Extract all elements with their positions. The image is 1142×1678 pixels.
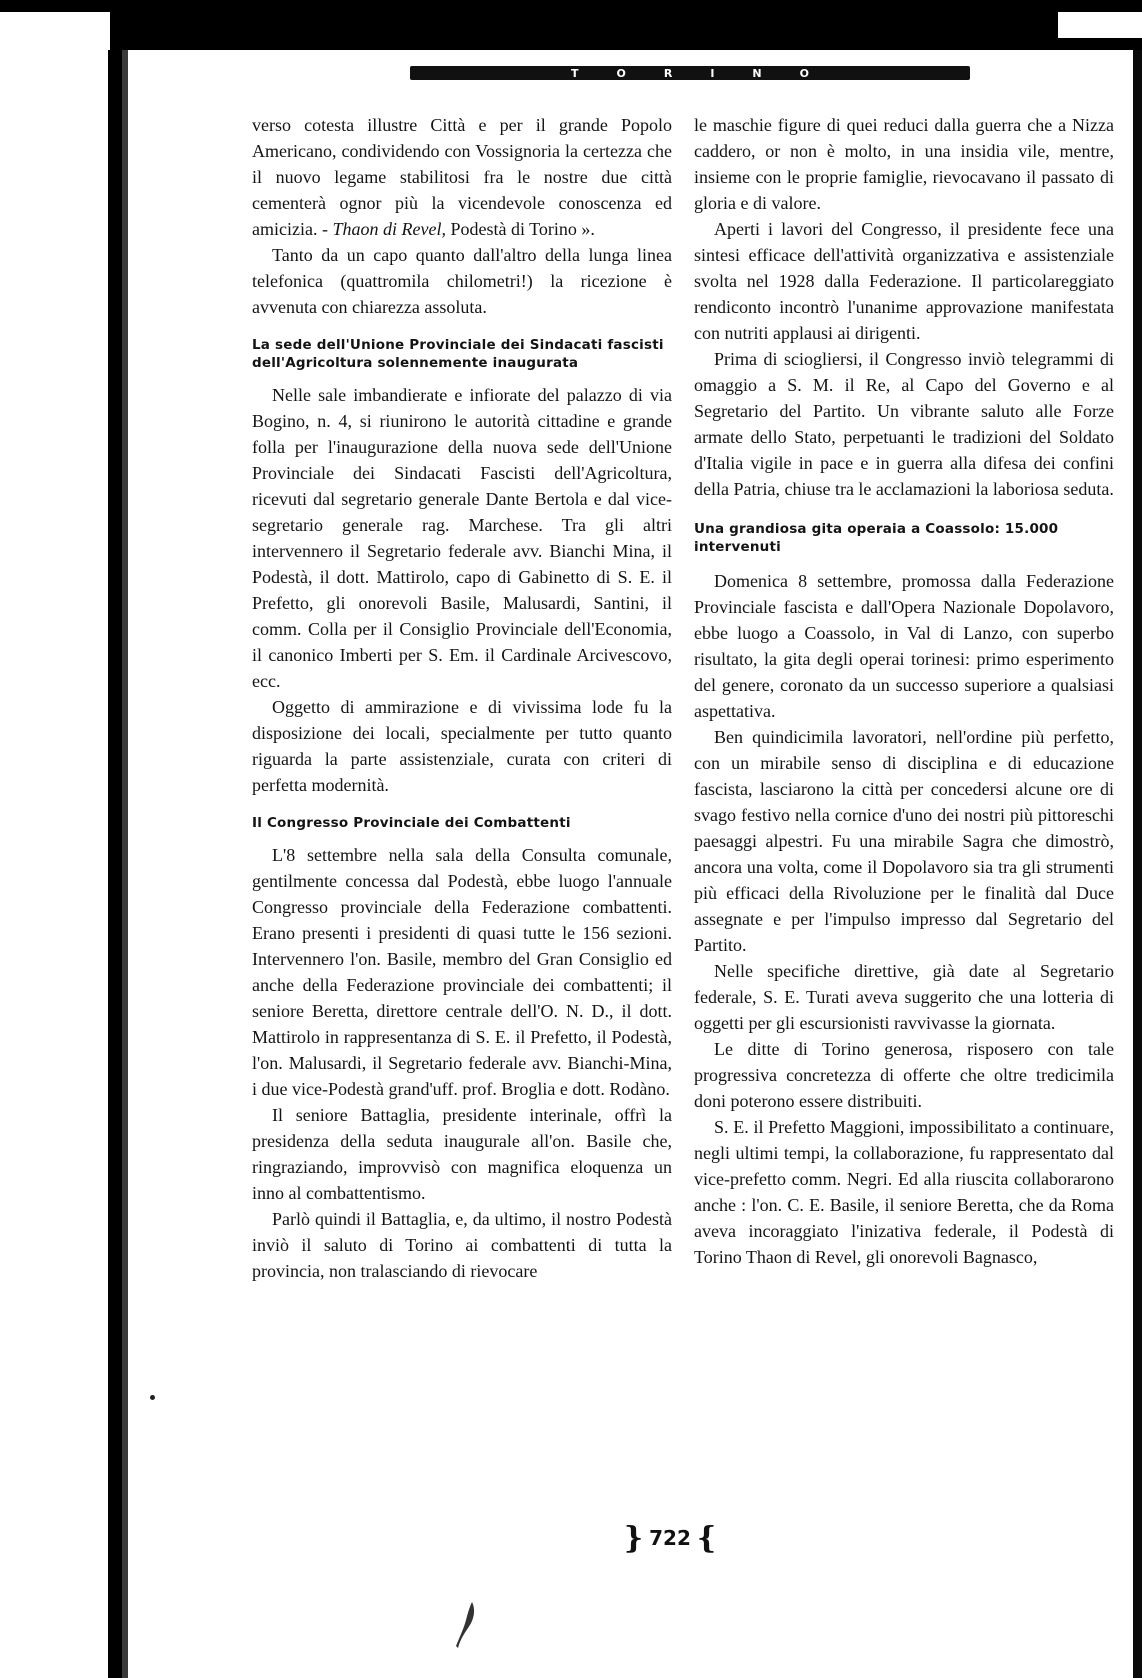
scan-margin-left: [0, 0, 108, 1678]
page-number: [620, 1518, 720, 1558]
running-title: TORINO: [571, 66, 847, 80]
paragraph: Ben quindicimila lavoratori, nell'ordine più perfetto, con un mirabile senso di disciplina e di educazione fascista, lasciarono la città per concedersi alcune ore di svago festivo nella cornice d'uno dei nostri più pittoreschi paesaggi alpestri. Fu una mirabile Sagra che dimostrò, ancora una volta, come il Dopolavoro sia tra gli strumenti più efficaci della Rivoluzione per le finalità dal Duce assegnate e per l'impulso impresso dal Segretario del Partito.: [694, 727, 1114, 955]
scan-border-left: [108, 50, 122, 1678]
left-column: [252, 112, 672, 1284]
scan-border-top-inner: [110, 12, 1110, 50]
scan-border-notch: [1058, 12, 1142, 38]
page-number-value: 722: [649, 1526, 691, 1550]
scan-border-left-shade: [122, 50, 128, 1678]
paragraph: Nelle specifiche direttive, già date al Segretario federale, S. E. Turati aveva suggerito che una lotteria di oggetti per gli escursionisti ravvivasse la giornata.: [694, 961, 1114, 1033]
section-heading: La sede dell'Unione Provinciale dei Sindacati fascisti dell'Agricoltura solennemente inaugurata: [252, 337, 664, 371]
paragraph: Le ditte di Torino generosa, risposero con tale progressiva concretezza di offerte che oltre tredicimila doni poterono essere distribuiti.: [694, 1039, 1114, 1111]
paragraph: Parlò quindi il Battaglia, e, da ultimo, il nostro Podestà inviò il saluto di Torino ai combattenti di tutta la provincia, non tralasciando di rievocare: [252, 1209, 672, 1281]
scan-border-strip: [1070, 38, 1142, 50]
paragraph: S. E. il Prefetto Maggioni, impossibilitato a continuare, negli ultimi tempi, la collaborazione, fu rappresentato dal vice-prefetto comm. Negri. Ed alla riuscita collaborarono anche : l'on. C. E. Basile, il seniore Beretta, che da Roma aveva incoraggiato l'inizativa federale, il Podestà di Torino Thaon di Revel, gli onorevoli Bagnasco,: [694, 1117, 1114, 1267]
paragraph: Il seniore Battaglia, presidente interinale, offrì la presidenza della seduta inaugurale all'on. Basile che, ringraziando, improvvisò con magnifica eloquenza un inno al combattentismo.: [252, 1105, 672, 1203]
section-heading: Il Congresso Provinciale dei Combattenti: [252, 815, 571, 831]
ornament-left-icon: }: [623, 1520, 644, 1556]
scan-border-top: [0, 0, 1142, 12]
paragraph: le maschie figure di quei reduci dalla guerra che a Nizza caddero, or non è molto, in una insidia vile, mentre, insieme con le proprie famiglie, rievocavano il passato di gloria e di valore.: [694, 115, 1114, 213]
signature-name: Thaon di Revel,: [332, 219, 446, 239]
paragraph: Oggetto di ammirazione e di vivissima lode fu la disposizione dei locali, specialmente per tutto quanto riguarda la parte assistenziale, curata con criteri di perfetta modernità.: [252, 697, 672, 795]
scan-border-right: [1133, 50, 1142, 1678]
scan-speck: [150, 1395, 155, 1400]
section-heading: Una grandiosa gita operaia a Coassolo: 15.000 intervenuti: [694, 521, 1059, 555]
paragraph: verso cotesta illustre Città e per il grande Popolo Americano, condividendo con Vossignoria la certezza che il nuovo legame stabilitosi fra le nostre due città cementerà ognor più la vicendevole conoscenza ed amicizia. - Thaon di Revel, Podestà di Torino ».: [252, 115, 672, 239]
paragraph: Prima di sciogliersi, il Congresso inviò telegrammi di omaggio a S. M. il Re, al Capo del Governo e al Segretario del Partito. Un vibrante saluto alle Forze armate dello Stato, perpetuanti le tradizioni del Soldato d'Italia vigile in pace e in guerra alla difesa dei confini della Patria, chiuse tra le acclamazioni la laboriosa seduta.: [694, 349, 1114, 499]
paragraph: Tanto da un capo quanto dall'altro della lunga linea telefonica (quattromila chilometri!) la ricezione è avvenuta con chiarezza assoluta.: [252, 245, 672, 317]
paragraph: Aperti i lavori del Congresso, il presidente fece una sintesi efficace dell'attività organizzativa e assistenziale svolta nel 1928 dalla Federazione. Il particolareggiato rendiconto incontrò l'unanime approvazione manifestata con nutriti applausi ai dirigenti.: [694, 219, 1114, 343]
paragraph: Nelle sale imbandierate e infiorate del palazzo di via Bogino, n. 4, si riunirono le autorità cittadine e grande folla per l'inaugurazione della nuova sede dell'Unione Provinciale dei Sindacati Fascisti dell'Agricoltura, ricevuti dal segretario generale Dante Bertola e dal vice-segretario generale rag. Marchese. Tra gli altri intervennero il Segretario federale avv. Bianchi Mina, il Podestà, il dott. Mattirolo, capo di Gabinetto di S. E. il Prefetto, gli onorevoli Basile, Malusardi, Santini, il comm. Colla per il Consiglio Provinciale dell'Economia, il canonico Imberti per S. Em. il Cardinale Arcivescovo, ecc.: [252, 385, 672, 691]
paragraph: Domenica 8 settembre, promossa dalla Federazione Provinciale fascista e dall'Opera Nazionale Dopolavoro, ebbe luogo a Coassolo, in Val di Lanzo, con superbo risultato, la gita degli operai torinesi: primo esperimento del genere, coronato da un successo superiore a qualsiasi aspettativa.: [694, 571, 1114, 721]
running-header: [410, 66, 970, 80]
ink-smudge-icon: [454, 1600, 480, 1650]
ornament-right-icon: {: [696, 1520, 717, 1556]
right-column: [694, 112, 1114, 1270]
paragraph: L'8 settembre nella sala della Consulta comunale, gentilmente concessa dal Podestà, ebbe luogo l'annuale Congresso provinciale della Federazione combattenti. Erano presenti i presidenti di quasi tutte le 156 sezioni. Intervennero l'on. Basile, membro del Gran Consiglio ed anche della Federazione provinciale dei combattenti; il seniore Beretta, direttore centrale dell'O. N. D., il dott. Mattirolo in rappresentanza di S. E. il Prefetto, il Podestà, l'on. Malusardi, il Segretario federale avv. Bianchi-Mina, i due vice-Podestà grand'uff. prof. Broglia e dott. Rodàno.: [252, 845, 672, 1099]
